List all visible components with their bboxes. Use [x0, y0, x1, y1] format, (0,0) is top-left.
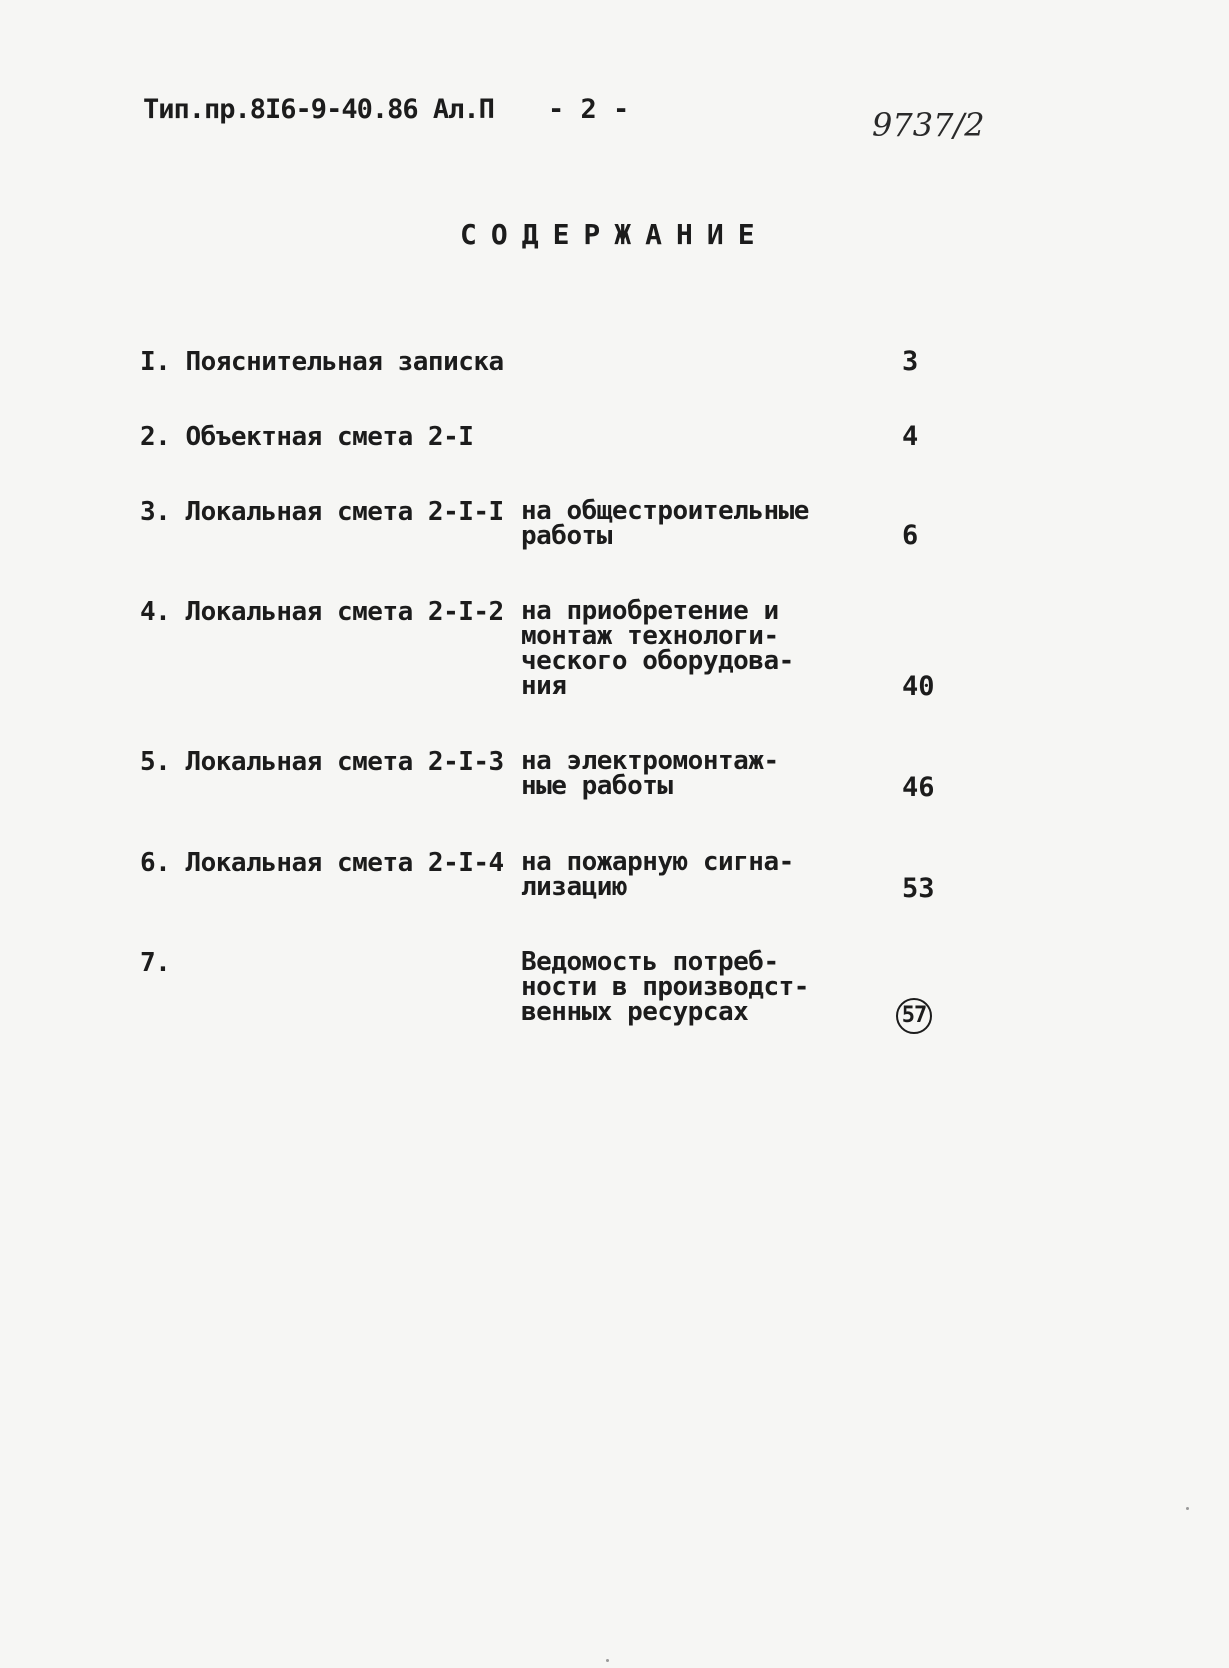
toc-entry-title: 6. Локальная смета 2-I-4: [140, 848, 504, 878]
toc-entry-page: 4: [902, 421, 919, 452]
handwritten-number: 9737/2: [872, 106, 985, 144]
toc-entry-page: 3: [902, 346, 919, 377]
toc-entry-title: 4. Локальная смета 2-I-2: [140, 597, 504, 627]
document-code: Тип.пр.8I6-9-40.86 Ал.П: [143, 94, 494, 125]
toc-entry-page: 6: [902, 520, 919, 551]
toc-entry-title: 5. Локальная смета 2-I-3: [140, 747, 504, 777]
toc-entry-title: 3. Локальная смета 2-I-I: [140, 497, 504, 527]
toc-entry-page: 53: [902, 873, 935, 904]
toc-entry-description: на приобретение и монтаж технологи- ческого оборудова- ния: [521, 596, 794, 701]
circled-page-number: 57: [896, 998, 932, 1034]
toc-entry-page: 40: [902, 671, 935, 702]
toc-entry-page: 46: [902, 772, 935, 803]
page-number: - 2 -: [548, 94, 630, 125]
toc-entry-title: 7.: [140, 948, 171, 978]
toc-entry-description: на электромонтаж- ные работы: [521, 746, 779, 801]
scan-speck: [606, 1659, 609, 1662]
toc-entry-description: на общестроительные работы: [521, 496, 809, 551]
toc-entry-title: 2. Объектная смета 2-I: [140, 422, 474, 452]
page-title: СОДЕРЖАНИЕ: [460, 218, 769, 251]
scan-speck: [1186, 1507, 1189, 1510]
toc-entry-description: на пожарную сигна- лизацию: [521, 847, 794, 902]
toc-entry-description: Ведомость потреб- ности в производст- венных ресурсах: [521, 947, 809, 1027]
toc-entry-title: I. Пояснительная записка: [140, 347, 504, 377]
